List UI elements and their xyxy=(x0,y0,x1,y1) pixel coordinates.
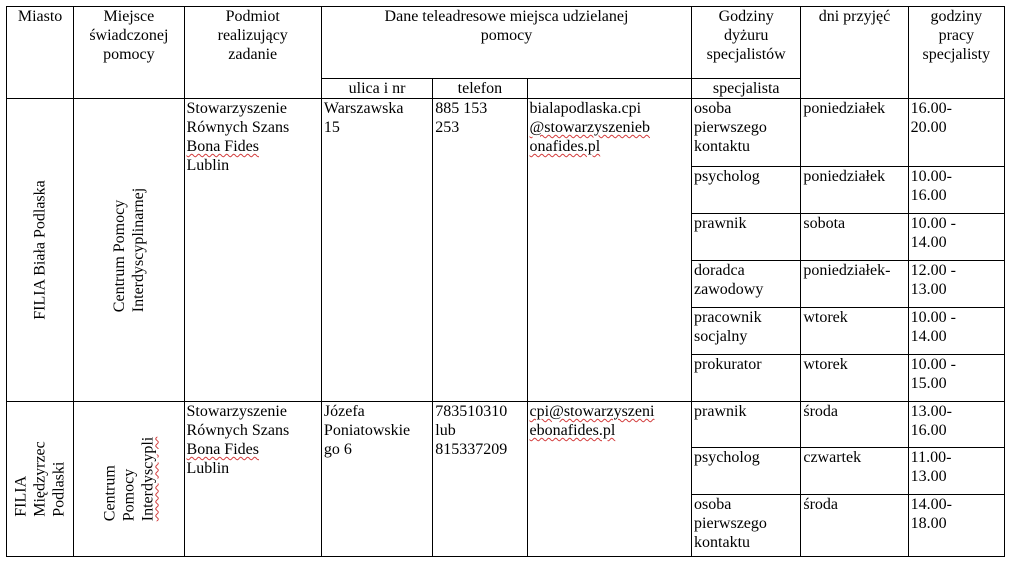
header-miejsce-line: pomocy xyxy=(103,46,155,63)
header-dane xyxy=(321,7,691,79)
specialist-cell xyxy=(692,494,801,556)
header-podmiot xyxy=(184,7,321,99)
email-cell xyxy=(527,99,692,402)
email-line: @stowarzyszenieb xyxy=(529,119,650,136)
specialist-line: socjalny xyxy=(694,327,748,345)
header-miasto: Miasto xyxy=(7,7,74,99)
entity-line: Stowarzyszenie xyxy=(186,403,287,420)
entity-line: Bona Fides xyxy=(186,441,259,458)
header-godziny-pracy-line: pracy xyxy=(938,27,975,44)
header-godziny-dyzuru-line: dyżuru xyxy=(723,27,769,44)
header-email-empty xyxy=(527,79,692,99)
specialist-line: osoba xyxy=(694,100,732,117)
place-cell xyxy=(74,99,184,402)
header-miejsce-line: świadczonej xyxy=(89,27,169,44)
place-label-line: Centrum xyxy=(101,465,119,522)
hours-line: 13.00 xyxy=(910,468,947,486)
hours-line: 16.00 xyxy=(910,186,947,204)
day-cell: wtorek xyxy=(801,307,908,354)
email-line: onafides.pl xyxy=(529,138,601,155)
header-ulica: ulica i nr xyxy=(321,79,432,99)
specialist-line: psycholog xyxy=(694,449,760,467)
specialist-cell xyxy=(692,448,801,494)
hours-cell xyxy=(908,448,1004,494)
hours-line: 10.00- xyxy=(910,167,952,185)
day-cell: środa xyxy=(801,402,908,448)
day-cell: poniedziałek xyxy=(801,166,908,213)
header-telefon: telefon xyxy=(433,79,527,99)
street-line: Józefa xyxy=(323,403,365,420)
email-cell xyxy=(527,402,692,557)
city-label-line: FILIA Biała Podlaska xyxy=(31,180,49,320)
phone-cell xyxy=(433,402,527,557)
header-godziny-dyzuru-line: Godziny xyxy=(718,8,774,25)
hours-cell xyxy=(908,307,1004,354)
entity-line: Bona Fides xyxy=(186,138,259,155)
street-line: Warszawska xyxy=(323,100,404,117)
hours-line: 15.00 xyxy=(910,374,947,392)
table-row xyxy=(7,99,1005,167)
schedule-table xyxy=(6,6,1005,557)
email-line: bialapodlaska.cpi xyxy=(529,100,642,117)
hours-cell xyxy=(908,99,1004,167)
phone-line: lub xyxy=(435,422,456,439)
hours-line: 13.00 xyxy=(910,280,947,298)
specialist-line: prawnik xyxy=(694,403,747,420)
place-label xyxy=(110,188,148,312)
specialist-line: psycholog xyxy=(694,167,760,185)
city-label-line: Podlaski xyxy=(50,461,68,517)
hours-line: 18.00 xyxy=(910,514,947,532)
place-label-line: Interdyscyplinarnej xyxy=(129,187,147,313)
hours-cell xyxy=(908,213,1004,260)
header-dane-line: Dane teleadresowe miejsca udzielanej xyxy=(384,8,629,25)
email-line: cpi@stowarzyszeni xyxy=(529,403,655,420)
specialist-cell xyxy=(692,260,801,307)
specialist-line: prokurator xyxy=(694,355,762,373)
city-cell xyxy=(7,402,74,557)
entity-line: Lublin xyxy=(186,157,230,174)
text-cursor xyxy=(1004,96,1005,118)
header-podmiot-line: Podmiot xyxy=(225,8,280,25)
hours-line: 10.00 - xyxy=(910,355,956,373)
header-specjalista: specjalista xyxy=(692,79,801,99)
specialist-line: pierwszego xyxy=(694,514,767,532)
header-dni: dni przyjęć xyxy=(801,7,908,99)
phone-line: 815337209 xyxy=(435,441,508,458)
specialist-line: pracownik xyxy=(694,308,762,326)
header-podmiot-line: realizujący xyxy=(217,27,288,44)
hours-line: 20.00 xyxy=(910,119,947,136)
header-dane-line: pomocy xyxy=(480,27,533,44)
city-label-line: FILIA xyxy=(12,475,30,517)
hours-line: 10.00 - xyxy=(910,214,956,232)
place-cell xyxy=(74,402,184,557)
specialist-cell xyxy=(692,402,801,448)
specialist-cell xyxy=(692,213,801,260)
entity-line: Równych Szans xyxy=(186,119,290,136)
day-cell: wtorek xyxy=(801,354,908,401)
hours-cell xyxy=(908,494,1004,556)
city-label xyxy=(31,180,50,320)
specialist-line: doradca xyxy=(694,261,745,279)
place-label-line: Pomocy xyxy=(120,468,138,522)
table-row xyxy=(7,402,1005,448)
header-miejsce-line: Miejsce xyxy=(103,8,155,25)
city-label-line: Międzyrzec xyxy=(31,441,49,517)
city-label xyxy=(12,441,69,517)
header-godziny-pracy-line: godziny xyxy=(930,8,983,25)
specialist-line: pierwszego xyxy=(694,119,767,136)
specialist-line: prawnik xyxy=(694,214,747,232)
street-line: Poniatowskie xyxy=(323,422,411,439)
hours-line: 14.00- xyxy=(910,495,952,513)
street-cell xyxy=(321,402,432,557)
place-label-line: Centrum Pomocy xyxy=(110,199,128,313)
header-miejsce xyxy=(74,7,184,99)
city-cell xyxy=(7,99,74,402)
hours-cell xyxy=(908,166,1004,213)
phone-line: 783510310 xyxy=(435,403,508,420)
header-godziny-dyzuru-line: specjalistów xyxy=(706,46,786,63)
day-cell: sobota xyxy=(801,213,908,260)
hours-line: 13.00- xyxy=(910,403,952,420)
specialist-cell xyxy=(692,166,801,213)
header-godziny-pracy xyxy=(908,7,1004,99)
hours-cell xyxy=(908,354,1004,401)
header-godziny-dyzuru xyxy=(692,7,801,79)
hours-line: 16.00 xyxy=(910,422,947,439)
day-cell: czwartek xyxy=(801,448,908,494)
day-cell: poniedziałek xyxy=(801,99,908,167)
specialist-line: kontaktu xyxy=(694,533,751,551)
phone-cell xyxy=(433,99,527,402)
day-cell: środa xyxy=(801,494,908,556)
specialist-line: zawodowy xyxy=(694,280,764,298)
entity-cell xyxy=(184,99,321,402)
phone-line: 885 153 xyxy=(435,100,488,117)
header-podmiot-line: zadanie xyxy=(228,46,278,63)
specialist-cell xyxy=(692,99,801,167)
phone-line: 253 xyxy=(435,119,460,136)
header-godziny-pracy-line: specjalisty xyxy=(922,46,991,63)
entity-line: Stowarzyszenie xyxy=(186,100,287,117)
hours-line: 14.00 xyxy=(910,233,947,251)
specialist-line: osoba xyxy=(694,495,732,513)
hours-line: 10.00 - xyxy=(910,308,956,326)
entity-cell xyxy=(184,402,321,557)
hours-line: 14.00 xyxy=(910,327,947,345)
hours-line: 12.00 - xyxy=(910,261,956,279)
hours-line: 16.00- xyxy=(910,100,952,117)
email-line: ebonafides.pl xyxy=(529,422,616,439)
place-label xyxy=(100,437,157,521)
specialist-line: kontaktu xyxy=(694,138,751,155)
street-line: 15 xyxy=(323,119,340,136)
hours-cell xyxy=(908,260,1004,307)
specialist-cell xyxy=(692,307,801,354)
street-line: go 6 xyxy=(323,441,352,458)
entity-line: Lublin xyxy=(186,460,230,477)
entity-line: Równych Szans xyxy=(186,422,290,439)
hours-cell xyxy=(908,402,1004,448)
hours-line: 11.00- xyxy=(910,449,952,467)
street-cell xyxy=(321,99,432,402)
place-label-line: Interdyscypli xyxy=(139,436,157,522)
day-cell: poniedziałek- xyxy=(801,260,908,307)
specialist-cell xyxy=(692,354,801,401)
